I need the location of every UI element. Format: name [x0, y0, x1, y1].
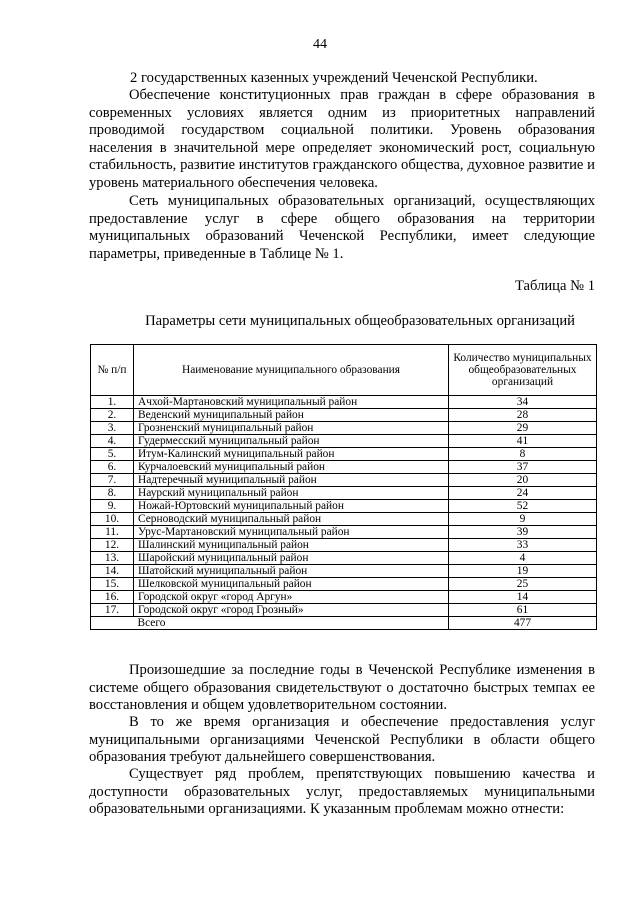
page-number: 44: [313, 37, 327, 52]
row-count: 37: [449, 461, 597, 474]
districts-table: [90, 344, 597, 630]
row-count: 52: [449, 500, 597, 513]
row-count: 24: [449, 487, 597, 500]
table-row: [91, 461, 597, 474]
row-number: 16.: [91, 591, 134, 604]
total-label: Всего: [134, 617, 449, 630]
row-number: 15.: [91, 578, 134, 591]
row-name: Городской округ «город Грозный»: [134, 604, 449, 617]
row-count: 4: [449, 552, 597, 565]
row-name: Шаройский муниципальный район: [134, 552, 449, 565]
row-name: Шалинский муниципальный район: [134, 539, 449, 552]
row-count: 39: [449, 526, 597, 539]
table-row: [91, 474, 597, 487]
table-row: [91, 591, 597, 604]
row-name: Ножай-Юртовский муниципальный район: [134, 500, 449, 513]
row-count: 28: [449, 409, 597, 422]
row-number: 4.: [91, 435, 134, 448]
row-name: Городской округ «город Аргун»: [134, 591, 449, 604]
table-row: [91, 513, 597, 526]
row-number: 13.: [91, 552, 134, 565]
total-empty-cell: [91, 617, 134, 630]
paragraph-3: Произошедшие за последние годы в Чеченской Республике изменения в системе общего образования свидетельствуют о достаточно быстрых темпах ее восстановления и общем удовлетворительном состоянии.: [89, 662, 595, 713]
row-number: 1.: [91, 396, 134, 409]
header-num: № п/п: [91, 345, 134, 396]
row-number: 7.: [91, 474, 134, 487]
row-number: 14.: [91, 565, 134, 578]
table-row: [91, 552, 597, 565]
row-count: 25: [449, 578, 597, 591]
row-number: 10.: [91, 513, 134, 526]
row-name: Наурский муниципальный район: [134, 487, 449, 500]
table-title: Параметры сети муниципальных общеобразовательных организаций: [145, 313, 575, 329]
table-row: [91, 409, 597, 422]
row-number: 6.: [91, 461, 134, 474]
table-row: [91, 565, 597, 578]
row-name: Курчалоевский муниципальный район: [134, 461, 449, 474]
table-row: [91, 448, 597, 461]
row-count: 61: [449, 604, 597, 617]
table-row: [91, 396, 597, 409]
row-name: Серноводский муниципальный район: [134, 513, 449, 526]
row-name: Урус-Мартановский муниципальный район: [134, 526, 449, 539]
paragraph-2: Сеть муниципальных образовательных организаций, осуществляющих предоставление услуг в сфере общего образования на территории муниципальных образований Чеченской Республики, имеет следующие параметры, приведенные в Таблице № 1.: [89, 193, 595, 262]
row-number: 11.: [91, 526, 134, 539]
row-number: 9.: [91, 500, 134, 513]
row-count: 33: [449, 539, 597, 552]
table-row: [91, 487, 597, 500]
table-row: [91, 539, 597, 552]
row-name: Гудермесский муниципальный район: [134, 435, 449, 448]
row-number: 5.: [91, 448, 134, 461]
table-row: [91, 422, 597, 435]
row-name: Ачхой-Мартановский муниципальный район: [134, 396, 449, 409]
row-number: 3.: [91, 422, 134, 435]
row-count: 20: [449, 474, 597, 487]
table-label: Таблица № 1: [515, 278, 595, 294]
paragraph-5: Существует ряд проблем, препятствующих повышению качества и доступности образовательных услуг, предоставляемых муниципальными образовательными организациями. К указанным проблемам можно отнести:: [89, 766, 595, 817]
row-count: 14: [449, 591, 597, 604]
row-name: Итум-Калинский муниципальный район: [134, 448, 449, 461]
row-count: 34: [449, 396, 597, 409]
row-count: 8: [449, 448, 597, 461]
table-header-row: [91, 345, 597, 396]
row-count: 41: [449, 435, 597, 448]
table-body: [91, 396, 597, 630]
paragraph-4: В то же время организация и обеспечение предоставления услуг муниципальными организациями Чеченской Республики в области общего образования требуют дальнейшего совершенствования.: [89, 714, 595, 765]
row-number: 8.: [91, 487, 134, 500]
header-count: Количество муниципальных общеобразовательных организаций: [449, 345, 597, 396]
row-name: Шелковской муниципальный район: [134, 578, 449, 591]
table-row: [91, 500, 597, 513]
table-row: [91, 578, 597, 591]
row-count: 19: [449, 565, 597, 578]
total-count: 477: [449, 617, 597, 630]
table-row: [91, 526, 597, 539]
table-total-row: [91, 617, 597, 630]
row-count: 9: [449, 513, 597, 526]
row-number: 2.: [91, 409, 134, 422]
row-count: 29: [449, 422, 597, 435]
row-number: 12.: [91, 539, 134, 552]
row-name: Веденский муниципальный район: [134, 409, 449, 422]
row-name: Грозненский муниципальный район: [134, 422, 449, 435]
intro-line: 2 государственных казенных учреждений Чеченской Республики.: [130, 70, 538, 86]
header-name: Наименование муниципального образования: [134, 345, 449, 396]
paragraph-1: Обеспечение конституционных прав граждан в сфере образования в современных условиях является одним из приоритетных направлений проводимой государством социальной политики. Уровень образования населения в значительной мере определяет экономический рост, социальную стабильность, развитие институтов гражданского общества, духовное развитие и уровень материального обеспечения человека.: [89, 87, 595, 191]
row-name: Шатойский муниципальный район: [134, 565, 449, 578]
table-row: [91, 435, 597, 448]
row-number: 17.: [91, 604, 134, 617]
row-name: Надтеречный муниципальный район: [134, 474, 449, 487]
table-row: [91, 604, 597, 617]
